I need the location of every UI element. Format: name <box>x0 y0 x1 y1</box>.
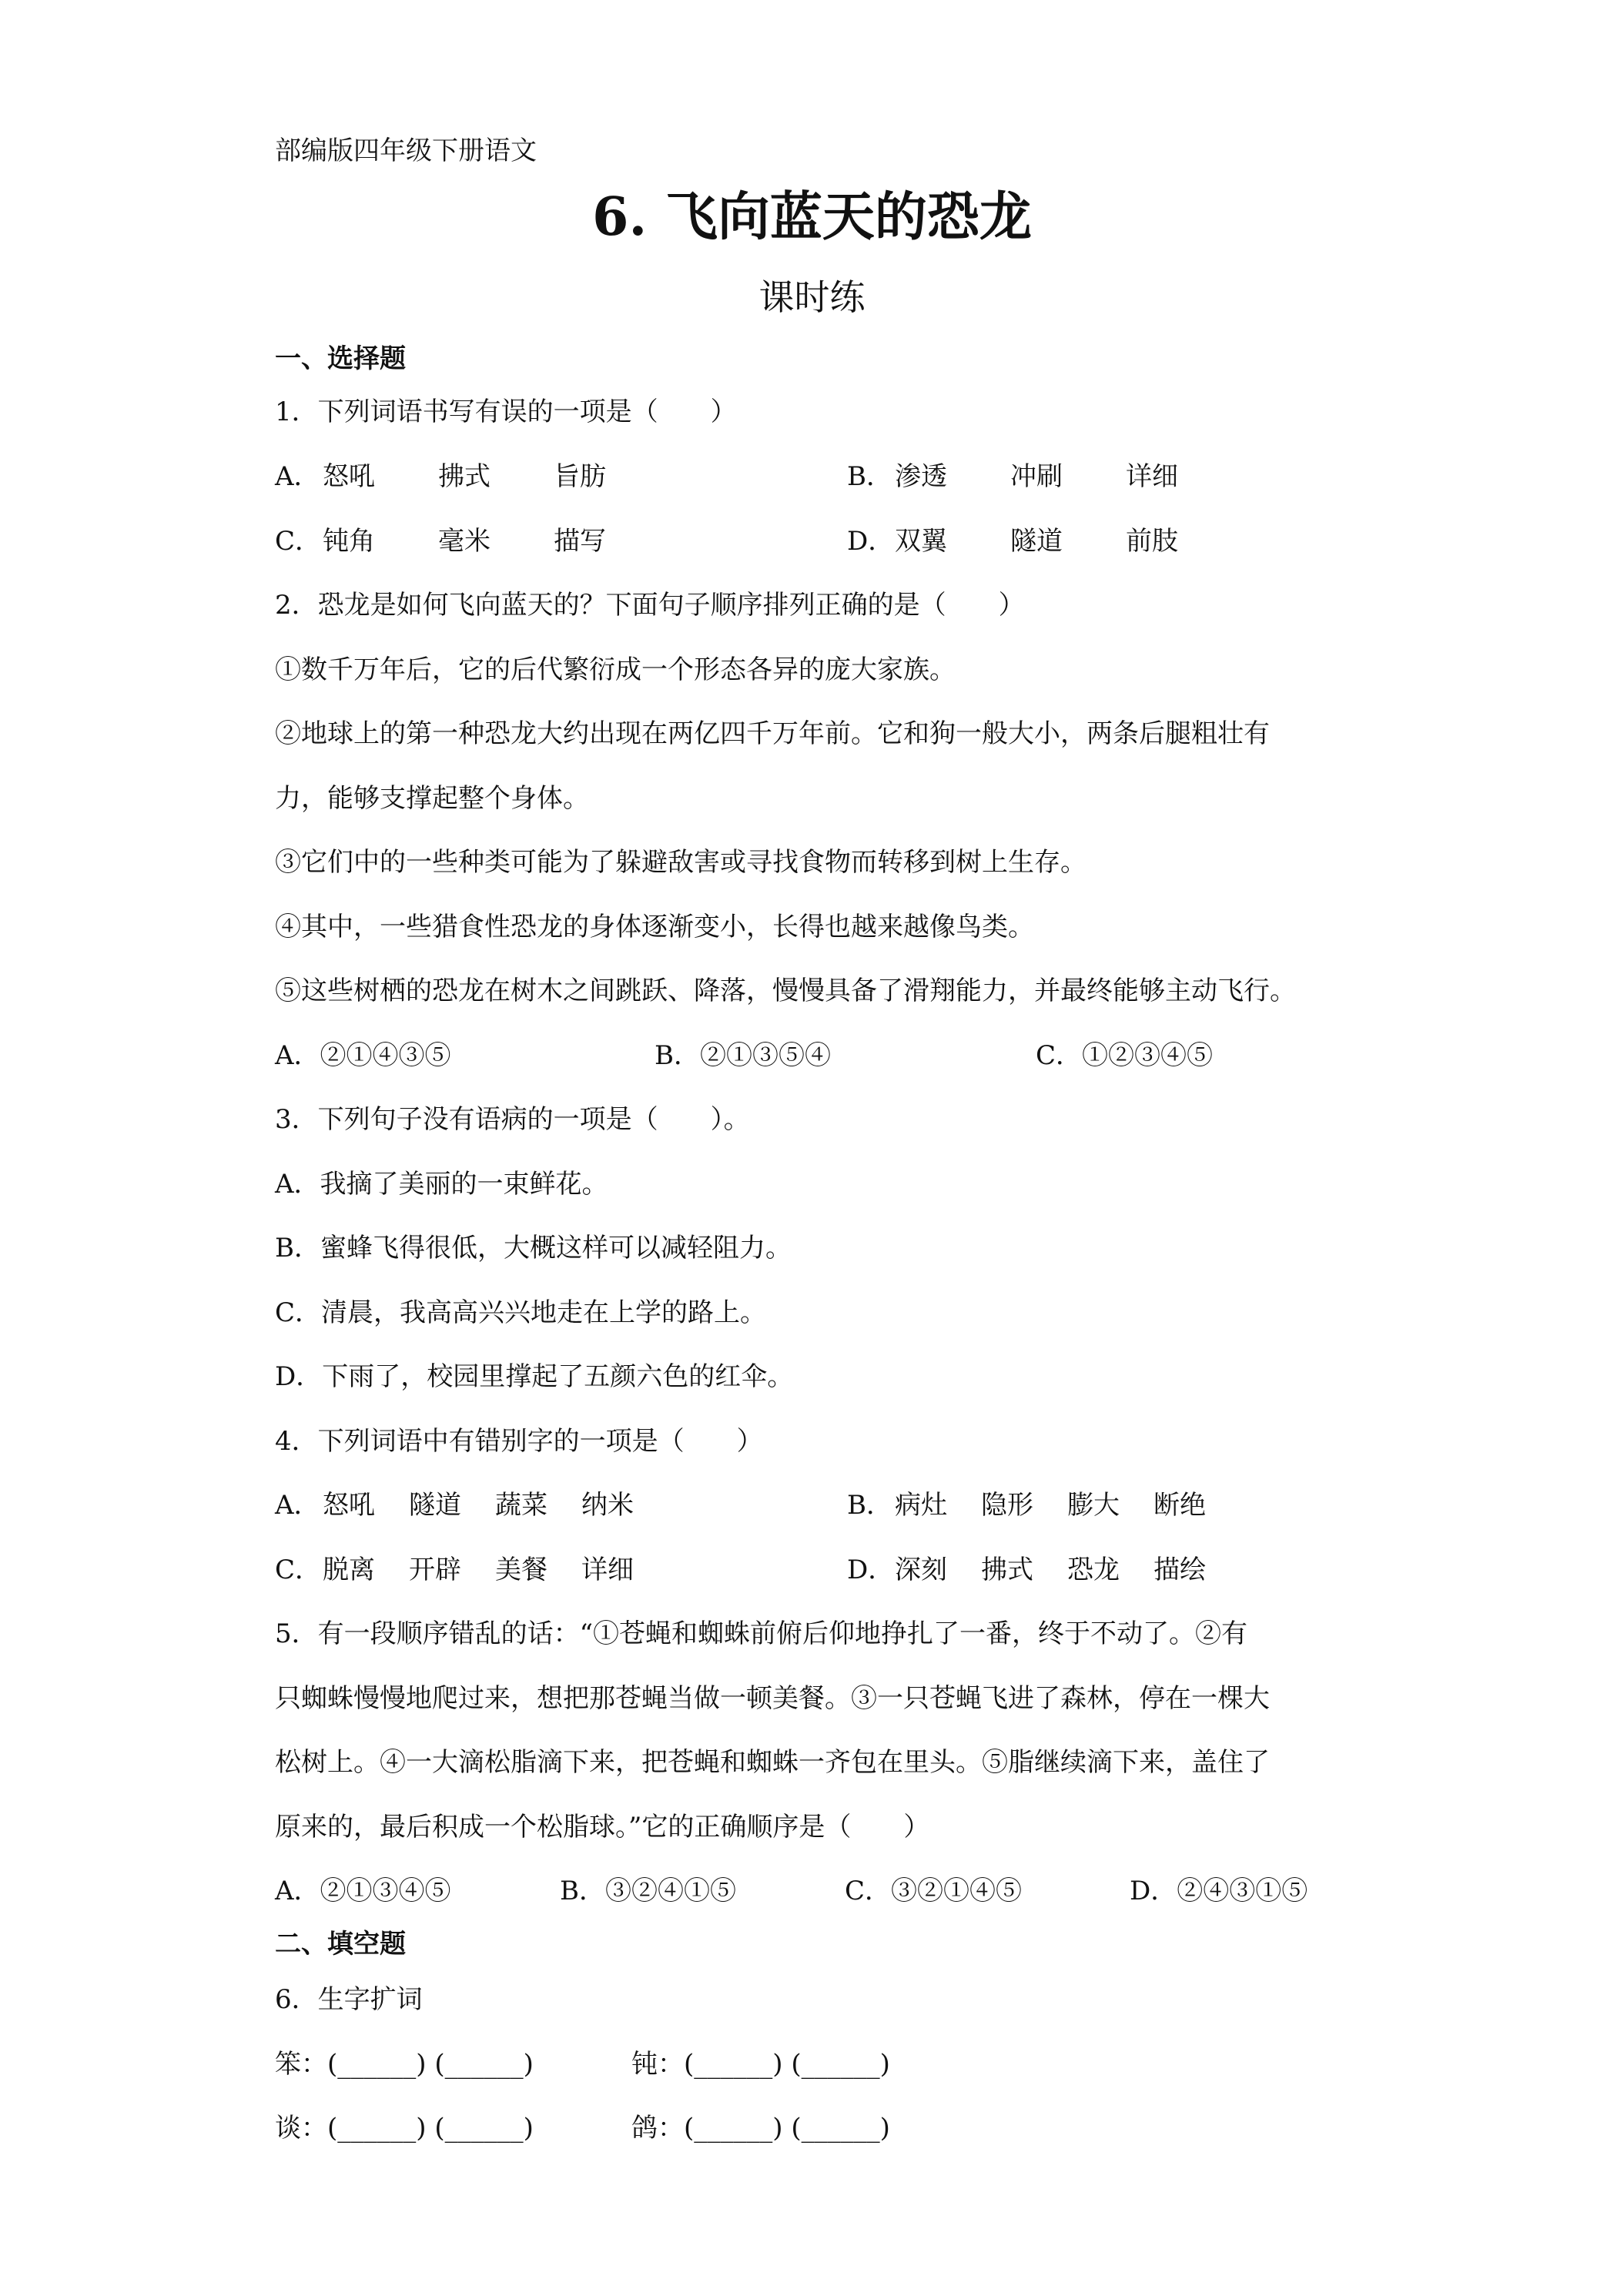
q2-sentence-2a: ②地球上的第一种恐龙大约出现在两亿四千万年前。它和狗一般大小，两条后腿粗壮有 <box>275 718 1270 749</box>
q1-stem: 1．下列词语书写有误的一项是（ ） <box>275 397 737 427</box>
q1-option-b[interactable]: B． 渗透 冲刷 详细 <box>847 461 1178 492</box>
q2-sentence-2b: 力，能够支撑起整个身体。 <box>275 783 589 814</box>
q6-stem: 6．生字扩词 <box>275 1984 423 2015</box>
q3-stem: 3．下列句子没有语病的一项是（ ）。 <box>275 1104 750 1135</box>
q4-option-b[interactable]: B． 病灶 隐形 膨大 断绝 <box>847 1490 1206 1521</box>
q5-line-4: 原来的，最后积成一个松脂球。”它的正确顺序是（ ） <box>275 1812 930 1842</box>
q2-option-a[interactable]: A．②①④③⑤ <box>275 1040 451 1071</box>
q2-option-b[interactable]: B．②①③⑤④ <box>655 1040 831 1071</box>
q2-sentence-1: ①数千万年后，它的后代繁衍成一个形态各异的庞大家族。 <box>275 654 956 685</box>
q1-option-a[interactable]: A． 怒吼 拂式 旨肪 <box>275 461 606 492</box>
q6-row-1-right[interactable]: 钝：(______) (______) <box>631 2049 890 2080</box>
q5-line-3: 松树上。④一大滴松脂滴下来，把苍蝇和蜘蛛一齐包在里头。⑤脂继续滴下来，盖住了 <box>275 1747 1270 1778</box>
q4-option-d[interactable]: D． 深刻 拂式 恐龙 描绘 <box>847 1555 1206 1585</box>
q5-option-d[interactable]: D．②④③①⑤ <box>1130 1876 1308 1906</box>
q4-option-c[interactable]: C． 脱离 开辟 美餐 详细 <box>275 1555 634 1585</box>
q3-option-b[interactable]: B．蜜蜂飞得很低，大概这样可以减轻阻力。 <box>275 1233 792 1263</box>
q6-row-1-left[interactable]: 笨：(______) (______) <box>275 2049 534 2080</box>
q2-sentence-5: ⑤这些树栖的恐龙在树木之间跳跃、降落，慢慢具备了滑翔能力，并最终能够主动飞行。 <box>275 976 1296 1006</box>
q5-line-1: 5．有一段顺序错乱的话：“①苍蝇和蜘蛛前俯后仰地挣扎了一番，终于不动了。②有 <box>275 1618 1248 1649</box>
q1-option-c[interactable]: C． 钝角 毫米 描写 <box>275 526 606 557</box>
q5-option-b[interactable]: B．③②④①⑤ <box>560 1876 736 1906</box>
q3-option-a[interactable]: A．我摘了美丽的一束鲜花。 <box>275 1169 608 1200</box>
q6-row-2-left[interactable]: 谈：(______) (______) <box>275 2113 534 2144</box>
q5-line-2: 只蜘蛛慢慢地爬过来，想把那苍蝇当做一顿美餐。③一只苍蝇飞进了森林，停在一棵大 <box>275 1683 1270 1714</box>
page-subtitle: 课时练 <box>758 276 866 318</box>
page-title: 6. 飞向蓝天的恐龙 <box>592 186 1032 248</box>
q1-option-d[interactable]: D． 双翼 隧道 前肢 <box>847 526 1178 557</box>
q2-option-c[interactable]: C．①②③④⑤ <box>1036 1040 1214 1071</box>
q4-stem: 4．下列词语中有错别字的一项是（ ） <box>275 1426 763 1457</box>
q3-option-d[interactable]: D．下雨了，校园里撑起了五颜六色的红伞。 <box>275 1361 794 1392</box>
section-choice-heading: 一、选择题 <box>275 343 406 374</box>
q3-option-c[interactable]: C．清晨，我高高兴兴地走在上学的路上。 <box>275 1297 767 1328</box>
q5-option-c[interactable]: C．③②①④⑤ <box>845 1876 1023 1906</box>
q2-sentence-4: ④其中，一些猎食性恐龙的身体逐渐变小，长得也越来越像鸟类。 <box>275 912 1034 942</box>
section-fill-heading: 二、填空题 <box>275 1929 406 1960</box>
q5-option-a[interactable]: A．②①③④⑤ <box>275 1876 451 1906</box>
q2-stem: 2．恐龙是如何飞向蓝天的？下面句子顺序排列正确的是（ ） <box>275 590 1025 621</box>
q2-sentence-3: ③它们中的一些种类可能为了躲避敌害或寻找食物而转移到树上生存。 <box>275 847 1087 878</box>
q4-option-a[interactable]: A． 怒吼 隧道 蔬菜 纳米 <box>275 1490 634 1521</box>
q6-row-2-right[interactable]: 鸽：(______) (______) <box>631 2113 890 2144</box>
series-label: 部编版四年级下册语文 <box>275 136 537 166</box>
